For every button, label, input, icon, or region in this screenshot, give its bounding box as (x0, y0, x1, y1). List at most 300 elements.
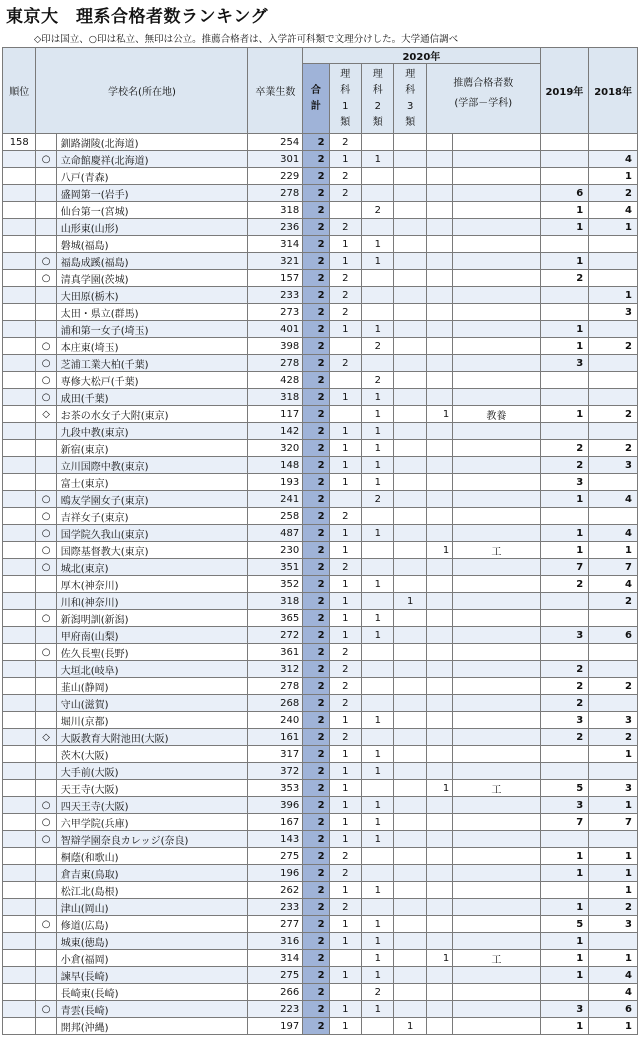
school-name: 国際基督教大(東京) (56, 542, 248, 559)
count-2018: 4 (589, 967, 638, 984)
count-2018: 1 (589, 287, 638, 304)
rank-cell (3, 508, 36, 525)
science-1-count (329, 372, 361, 389)
type-mark (36, 168, 56, 185)
header-year-2020: 2020年 (303, 48, 540, 64)
table-row (3, 984, 638, 1001)
science-1-count: 1 (329, 882, 361, 899)
table-row (3, 525, 638, 542)
rank-cell (3, 882, 36, 899)
recommend-dept: 教養 (453, 406, 540, 423)
rank-cell (3, 576, 36, 593)
graduates-count: 352 (248, 576, 303, 593)
type-mark (36, 593, 56, 610)
graduates-count: 142 (248, 423, 303, 440)
recommend-dept (453, 848, 540, 865)
school-name: 新宿(東京) (56, 440, 248, 457)
rank-cell (3, 559, 36, 576)
type-mark: ○ (36, 253, 56, 270)
recommend-dept (453, 151, 540, 168)
science-3-count (394, 151, 426, 168)
science-1-count: 1 (329, 236, 361, 253)
science-3-count (394, 185, 426, 202)
science-3-count (394, 525, 426, 542)
recommend-count (426, 304, 452, 321)
recommend-dept (453, 746, 540, 763)
school-name: 六甲学院(兵庫) (56, 814, 248, 831)
science-2-count: 2 (362, 372, 394, 389)
recommend-count (426, 1001, 452, 1018)
count-2019: 3 (540, 355, 589, 372)
total-count: 2 (303, 712, 329, 729)
science-3-count: 1 (394, 593, 426, 610)
type-mark: ◇ (36, 406, 56, 423)
recommend-count (426, 933, 452, 950)
type-mark (36, 865, 56, 882)
count-2019: 2 (540, 270, 589, 287)
count-2019: 2 (540, 457, 589, 474)
total-count: 2 (303, 797, 329, 814)
table-row (3, 542, 638, 559)
school-name: 桐蔭(和歌山) (56, 848, 248, 865)
graduates-count: 320 (248, 440, 303, 457)
table-row (3, 712, 638, 729)
count-2018: 2 (589, 406, 638, 423)
header-total: 合 計 (303, 64, 329, 134)
recommend-dept (453, 933, 540, 950)
science-2-count: 1 (362, 253, 394, 270)
graduates-count: 318 (248, 202, 303, 219)
count-2019: 1 (540, 933, 589, 950)
graduates-count: 241 (248, 491, 303, 508)
type-mark: ◇ (36, 729, 56, 746)
type-mark (36, 440, 56, 457)
type-mark: ○ (36, 389, 56, 406)
school-name: 大田原(栃木) (56, 287, 248, 304)
count-2019: 1 (540, 321, 589, 338)
header-year-2018: 2018年 (589, 48, 638, 134)
table-row (3, 134, 638, 151)
graduates-count: 321 (248, 253, 303, 270)
graduates-count: 361 (248, 644, 303, 661)
table-row (3, 1018, 638, 1035)
total-count: 2 (303, 967, 329, 984)
table-row (3, 780, 638, 797)
rank-cell (3, 287, 36, 304)
count-2019: 2 (540, 695, 589, 712)
count-2018: 6 (589, 627, 638, 644)
school-name: 吉祥女子(東京) (56, 508, 248, 525)
science-3-count (394, 712, 426, 729)
type-mark: ○ (36, 831, 56, 848)
science-1-count (329, 202, 361, 219)
science-2-count: 1 (362, 746, 394, 763)
recommend-count (426, 916, 452, 933)
science-3-count (394, 967, 426, 984)
science-1-count: 1 (329, 253, 361, 270)
recommend-dept (453, 882, 540, 899)
school-name: 太田・県立(群馬) (56, 304, 248, 321)
science-1-count: 2 (329, 168, 361, 185)
science-1-count: 2 (329, 865, 361, 882)
table-row (3, 440, 638, 457)
rank-cell (3, 202, 36, 219)
recommend-count (426, 1018, 452, 1035)
science-2-count: 1 (362, 950, 394, 967)
recommend-count (426, 882, 452, 899)
recommend-count: 1 (426, 780, 452, 797)
recommend-dept (453, 168, 540, 185)
table-row (3, 423, 638, 440)
count-2018: 2 (589, 440, 638, 457)
type-mark (36, 661, 56, 678)
count-2018 (589, 423, 638, 440)
count-2018: 4 (589, 151, 638, 168)
type-mark (36, 933, 56, 950)
recommend-dept (453, 559, 540, 576)
rank-cell (3, 695, 36, 712)
science-3-count (394, 440, 426, 457)
total-count: 2 (303, 270, 329, 287)
science-1-count: 2 (329, 287, 361, 304)
table-row (3, 338, 638, 355)
rank-cell (3, 270, 36, 287)
school-name: 四天王寺(大阪) (56, 797, 248, 814)
recommend-dept (453, 729, 540, 746)
header-recommend-sub: (学部－学科) (454, 98, 513, 109)
total-count: 2 (303, 695, 329, 712)
school-name: 青雲(長崎) (56, 1001, 248, 1018)
recommend-dept (453, 457, 540, 474)
recommend-count (426, 457, 452, 474)
science-1-count: 2 (329, 270, 361, 287)
rank-cell (3, 440, 36, 457)
graduates-count: 268 (248, 695, 303, 712)
school-name: 智辯学園奈良カレッジ(奈良) (56, 831, 248, 848)
graduates-count: 161 (248, 729, 303, 746)
recommend-dept (453, 984, 540, 1001)
science-2-count: 1 (362, 610, 394, 627)
recommend-count (426, 423, 452, 440)
type-mark: ○ (36, 797, 56, 814)
count-2018: 1 (589, 746, 638, 763)
graduates-count: 317 (248, 746, 303, 763)
science-3-count (394, 1001, 426, 1018)
total-count: 2 (303, 389, 329, 406)
graduates-count: 148 (248, 457, 303, 474)
type-mark (36, 950, 56, 967)
recommend-dept: 工 (453, 950, 540, 967)
count-2019 (540, 151, 589, 168)
recommend-count (426, 321, 452, 338)
science-3-count (394, 831, 426, 848)
count-2018 (589, 236, 638, 253)
recommend-dept (453, 440, 540, 457)
type-mark (36, 576, 56, 593)
type-mark: ○ (36, 338, 56, 355)
recommend-dept: 工 (453, 780, 540, 797)
table-row (3, 202, 638, 219)
total-count: 2 (303, 661, 329, 678)
science-1-count: 1 (329, 797, 361, 814)
school-name: 韮山(静岡) (56, 678, 248, 695)
table-row (3, 321, 638, 338)
graduates-count: 278 (248, 355, 303, 372)
science-2-count (362, 559, 394, 576)
rank-cell (3, 457, 36, 474)
table-row (3, 814, 638, 831)
count-2018 (589, 474, 638, 491)
table-row (3, 474, 638, 491)
total-count: 2 (303, 355, 329, 372)
science-3-count (394, 746, 426, 763)
graduates-count: 223 (248, 1001, 303, 1018)
legend-note: ◇印は国立、○印は私立、無印は公立。推薦合格者は、入学許可科類で文理分けした。大学通信調べ (34, 34, 459, 45)
table-body (3, 134, 638, 1035)
count-2019: 2 (540, 729, 589, 746)
science-3-count (394, 372, 426, 389)
recommend-dept (453, 576, 540, 593)
school-name: 大手前(大阪) (56, 763, 248, 780)
type-mark (36, 967, 56, 984)
rank-cell (3, 950, 36, 967)
type-mark: ○ (36, 916, 56, 933)
rank-cell (3, 831, 36, 848)
recommend-count (426, 865, 452, 882)
total-count: 2 (303, 253, 329, 270)
recommend-dept (453, 270, 540, 287)
table-row (3, 661, 638, 678)
school-name: 城東(徳島) (56, 933, 248, 950)
count-2019 (540, 610, 589, 627)
science-1-count: 2 (329, 695, 361, 712)
school-name: 磐城(福島) (56, 236, 248, 253)
school-name: 天王寺(大阪) (56, 780, 248, 797)
type-mark: ○ (36, 372, 56, 389)
rank-cell (3, 763, 36, 780)
school-name: 城北(東京) (56, 559, 248, 576)
type-mark (36, 712, 56, 729)
recommend-count (426, 270, 452, 287)
recommend-dept (453, 644, 540, 661)
recommend-count (426, 984, 452, 1001)
recommend-count (426, 151, 452, 168)
school-name: 山形東(山形) (56, 219, 248, 236)
school-name: 専修大松戸(千葉) (56, 372, 248, 389)
science-3-count (394, 423, 426, 440)
graduates-count: 301 (248, 151, 303, 168)
recommend-dept (453, 372, 540, 389)
science-2-count (362, 661, 394, 678)
science-3-count (394, 797, 426, 814)
science-1-count: 2 (329, 644, 361, 661)
science-1-count: 1 (329, 916, 361, 933)
count-2018: 1 (589, 168, 638, 185)
science-3-count (394, 134, 426, 151)
type-mark (36, 219, 56, 236)
total-count: 2 (303, 814, 329, 831)
science-2-count: 1 (362, 967, 394, 984)
recommend-count (426, 253, 452, 270)
science-3-count (394, 491, 426, 508)
science-3-count (394, 253, 426, 270)
science-1-count: 2 (329, 559, 361, 576)
graduates-count: 157 (248, 270, 303, 287)
recommend-dept (453, 627, 540, 644)
type-mark: ○ (36, 610, 56, 627)
table-row (3, 950, 638, 967)
recommend-dept (453, 865, 540, 882)
recommend-count (426, 219, 452, 236)
science-2-count: 2 (362, 984, 394, 1001)
science-2-count: 1 (362, 236, 394, 253)
graduates-count: 314 (248, 236, 303, 253)
science-2-count: 1 (362, 406, 394, 423)
science-1-count: 1 (329, 1001, 361, 1018)
graduates-count: 372 (248, 763, 303, 780)
total-count: 2 (303, 865, 329, 882)
total-count: 2 (303, 406, 329, 423)
recommend-dept (453, 474, 540, 491)
recommend-dept (453, 321, 540, 338)
table-row (3, 151, 638, 168)
type-mark (36, 321, 56, 338)
science-3-count (394, 202, 426, 219)
science-1-count: 1 (329, 831, 361, 848)
science-2-count: 1 (362, 763, 394, 780)
count-2019: 1 (540, 219, 589, 236)
science-3-count (394, 338, 426, 355)
recommend-count (426, 168, 452, 185)
count-2019: 7 (540, 559, 589, 576)
science-2-count: 1 (362, 882, 394, 899)
recommend-count (426, 661, 452, 678)
count-2019: 1 (540, 491, 589, 508)
school-name: 守山(滋賀) (56, 695, 248, 712)
total-count: 2 (303, 763, 329, 780)
school-name: 新潟明訓(新潟) (56, 610, 248, 627)
recommend-count (426, 525, 452, 542)
graduates-count: 318 (248, 593, 303, 610)
recommend-count (426, 202, 452, 219)
rank-cell (3, 984, 36, 1001)
count-2019 (540, 423, 589, 440)
count-2018 (589, 389, 638, 406)
school-name: 松江北(島根) (56, 882, 248, 899)
type-mark (36, 678, 56, 695)
count-2018 (589, 644, 638, 661)
science-1-count: 1 (329, 525, 361, 542)
science-3-count (394, 474, 426, 491)
recommend-count (426, 185, 452, 202)
count-2018: 1 (589, 797, 638, 814)
graduates-count: 428 (248, 372, 303, 389)
rank-cell (3, 525, 36, 542)
school-name: 国学院久我山(東京) (56, 525, 248, 542)
type-mark (36, 457, 56, 474)
science-1-count: 1 (329, 1018, 361, 1035)
graduates-count: 398 (248, 338, 303, 355)
school-name: 倉吉東(鳥取) (56, 865, 248, 882)
total-count: 2 (303, 933, 329, 950)
science-3-count (394, 304, 426, 321)
recommend-count (426, 236, 452, 253)
graduates-count: 312 (248, 661, 303, 678)
count-2018 (589, 831, 638, 848)
science-2-count: 1 (362, 525, 394, 542)
graduates-count: 278 (248, 185, 303, 202)
type-mark (36, 474, 56, 491)
count-2019: 6 (540, 185, 589, 202)
science-1-count: 1 (329, 542, 361, 559)
science-2-count (362, 780, 394, 797)
recommend-count (426, 712, 452, 729)
count-2018 (589, 270, 638, 287)
count-2019: 1 (540, 253, 589, 270)
recommend-dept (453, 712, 540, 729)
recommend-count: 1 (426, 950, 452, 967)
school-name: 浦和第一女子(埼玉) (56, 321, 248, 338)
rank-cell (3, 338, 36, 355)
rank-cell: 158 (3, 134, 36, 151)
science-2-count (362, 593, 394, 610)
science-2-count: 1 (362, 389, 394, 406)
school-name: 福島成蹊(福島) (56, 253, 248, 270)
science-2-count: 1 (362, 916, 394, 933)
graduates-count: 258 (248, 508, 303, 525)
table-row (3, 695, 638, 712)
graduates-count: 365 (248, 610, 303, 627)
type-mark: ○ (36, 151, 56, 168)
rank-cell (3, 644, 36, 661)
count-2018 (589, 253, 638, 270)
science-3-count (394, 916, 426, 933)
count-2019: 3 (540, 1001, 589, 1018)
science-2-count: 1 (362, 831, 394, 848)
science-1-count: 1 (329, 746, 361, 763)
total-count: 2 (303, 576, 329, 593)
graduates-count: 117 (248, 406, 303, 423)
science-2-count: 1 (362, 1001, 394, 1018)
recommend-dept (453, 219, 540, 236)
table-row (3, 287, 638, 304)
table-row (3, 763, 638, 780)
ranking-table (2, 47, 638, 1035)
science-1-count: 1 (329, 610, 361, 627)
science-2-count (362, 304, 394, 321)
recommend-count (426, 763, 452, 780)
count-2018 (589, 134, 638, 151)
total-count: 2 (303, 423, 329, 440)
school-name: 諫早(長崎) (56, 967, 248, 984)
science-3-count (394, 729, 426, 746)
recommend-count (426, 967, 452, 984)
count-2018 (589, 933, 638, 950)
school-name: 茨木(大阪) (56, 746, 248, 763)
science-1-count: 1 (329, 474, 361, 491)
rank-cell (3, 1018, 36, 1035)
total-count: 2 (303, 202, 329, 219)
recommend-count (426, 355, 452, 372)
count-2019: 1 (540, 525, 589, 542)
recommend-count (426, 134, 452, 151)
header-science-1: 理 科 1 類 (329, 64, 361, 134)
science-2-count (362, 287, 394, 304)
count-2019: 3 (540, 712, 589, 729)
recommend-count (426, 899, 452, 916)
science-2-count (362, 134, 394, 151)
count-2019 (540, 287, 589, 304)
